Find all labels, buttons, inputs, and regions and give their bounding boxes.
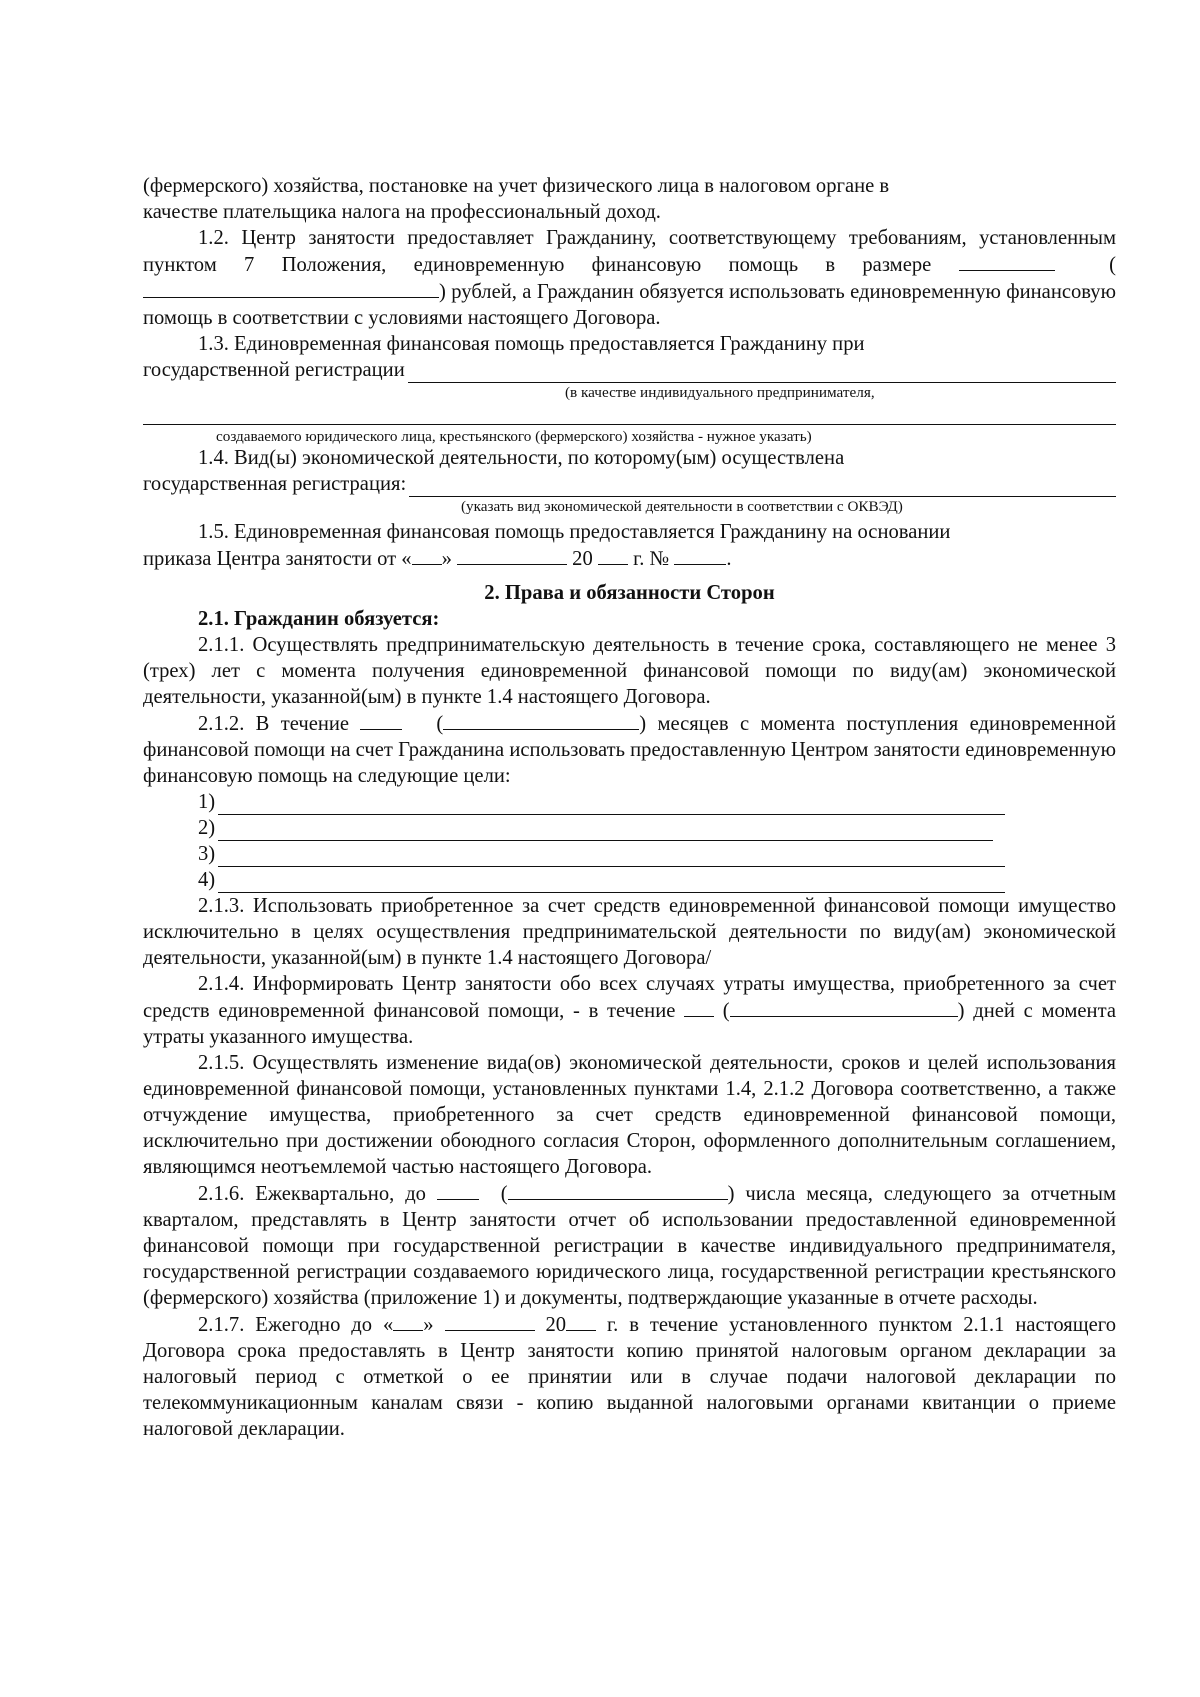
registration-type-blank-2[interactable]	[143, 401, 1116, 425]
annual-day-blank[interactable]	[393, 1311, 423, 1331]
goal-blank[interactable]	[218, 873, 1005, 893]
goal-blank[interactable]	[218, 821, 993, 841]
activity-type-blank[interactable]	[409, 476, 1116, 497]
months-words-blank[interactable]	[443, 710, 639, 730]
order-number-blank[interactable]	[674, 545, 726, 565]
amount-words-blank[interactable]	[143, 278, 439, 298]
annual-month-blank[interactable]	[445, 1311, 535, 1331]
goal-blank[interactable]	[218, 795, 1005, 815]
clause-2-1-7: 2.1.7. Ежегодно до « » 20 г. в течение установленного пунктом 2.1.1 настоящего Договора срока предоставлять в Центр занятости копию принятой налоговым органом декларации за налоговый период с отметкой о ее принятии или в случае подачи налоговой декларации по телекоммуникационным каналам связи - копию выданной налоговыми органами квитанции о приеме налоговой декларации.	[143, 1311, 1116, 1442]
clause-2-1-1: 2.1.1. Осуществлять предпринимательскую деятельность в течение срока, составляющего не менее 3 (трех) лет с момента получения единовременной финансовой помощи по виду(ам) экономической деятельности, указанной(ым) в пункте 1.4 настоящего Договора.	[143, 634, 1116, 708]
loss-days-words-blank[interactable]	[730, 997, 958, 1017]
clause-1-2: 1.2. Центр занятости предоставляет Гражданину, соответствующему требованиям, установленным пунктом 7 Положения, единовременную финансовую помощь в размере () рублей, а Гражданин обязуется использовать единовременную финансовую помощь в соответствии с условиями настоящего Договора.	[143, 227, 1117, 329]
goal-blank[interactable]	[218, 847, 1005, 867]
clause-2-1-3: 2.1.3. Использовать приобретенное за счет средств единовременной финансовой помощи имущество исключительно в целях осуществления предпринимательской деятельности по виду(ам) экономической деятельности, указанной(ым) в пункте 1.4 настоящего Договора/	[143, 895, 1116, 969]
report-day-digits-blank[interactable]	[437, 1180, 479, 1200]
amount-digits-blank[interactable]	[959, 251, 1055, 271]
annual-year-blank[interactable]	[566, 1311, 596, 1331]
section-2-title: 2. Права и обязанности Сторон	[484, 582, 775, 604]
clause-1-3-line-1: 1.3. Единовременная финансовая помощь предоставляется Гражданину при	[198, 333, 865, 355]
clause-2-1-6: 2.1.6. Ежеквартально, до ( ) числа месяца, следующего за отчетным кварталом, представлять в Центр занятости отчет об использовании предоставленной единовременной финансовой помощи при государственной регистрации в качестве индивидуального предпринимателя, государственной регистрации создаваемого юридического лица, государственной регистрации крестьянского (фермерского) хозяйства (приложение 1) и документы, подтверждающие указанные в отчете расходы.	[143, 1180, 1116, 1311]
order-year-blank[interactable]	[598, 545, 628, 565]
document-page	[143, 173, 1116, 1442]
registration-row: государственной регистрации	[143, 357, 1116, 383]
goal-item: 1)	[143, 789, 1116, 815]
intro-line-2: качестве плательщика налога на профессиональный доход.	[143, 201, 661, 223]
goal-item: 2)	[143, 815, 1116, 841]
clause-1-4-line-1: 1.4. Вид(ы) экономической деятельности, по которому(ым) осуществлена	[198, 447, 845, 469]
report-day-words-blank[interactable]	[508, 1180, 728, 1200]
goal-item: 3)	[143, 841, 1116, 867]
clause-2-1-2: 2.1.2. В течение ( ) месяцев с момента поступления единовременной финансовой помощи на счет Гражданина использовать предоставленную Центром занятости единовременную финансовую помощь на следующие цели:	[143, 710, 1116, 789]
order-day-blank[interactable]	[412, 545, 442, 565]
caption-registration-type: (в качестве индивидуального предпринимателя,	[565, 384, 875, 401]
order-month-blank[interactable]	[457, 545, 567, 565]
months-digits-blank[interactable]	[360, 710, 402, 730]
caption-okved: (указать вид экономической деятельности в соответствии с ОКВЭД)	[461, 498, 903, 515]
goal-item: 4)	[143, 867, 1116, 893]
clause-2-1-5: 2.1.5. Осуществлять изменение вида(ов) экономической деятельности, сроков и целей использования единовременной финансовой помощи, установленных пунктами 1.4, 2.1.2 Договора соответственно, а также отчуждение имущества, приобретенного за счет средств единовременной финансовой помощи, исключительно при достижении обоюдного согласия Сторон, оформленного дополнительным соглашением, являющимся неотъемлемой частью настоящего Договора.	[143, 1052, 1116, 1178]
intro-line-1: (фермерского) хозяйства, постановке на учет физического лица в налоговом органе в	[143, 175, 890, 197]
loss-days-digits-blank[interactable]	[684, 997, 714, 1017]
clause-1-5-line-2: приказа Центра занятости от « » 20 г. № .	[143, 545, 1116, 572]
section-2-1-subtitle: 2.1. Гражданин обязуется:	[198, 608, 440, 630]
clause-1-5-line-1: 1.5. Единовременная финансовая помощь предоставляется Гражданину на основании	[198, 521, 951, 543]
okved-row: государственная регистрация:	[143, 471, 1116, 497]
caption-registration-entity: создаваемого юридического лица, крестьянского (фермерского) хозяйства - нужное указать)	[216, 428, 812, 445]
clause-2-1-4: 2.1.4. Информировать Центр занятости обо всех случаях утраты имущества, приобретенного за счет средств единовременной финансовой помощи, - в течение ( ) дней с момента утраты указанного имущества.	[143, 973, 1116, 1048]
registration-type-blank[interactable]	[408, 362, 1116, 383]
